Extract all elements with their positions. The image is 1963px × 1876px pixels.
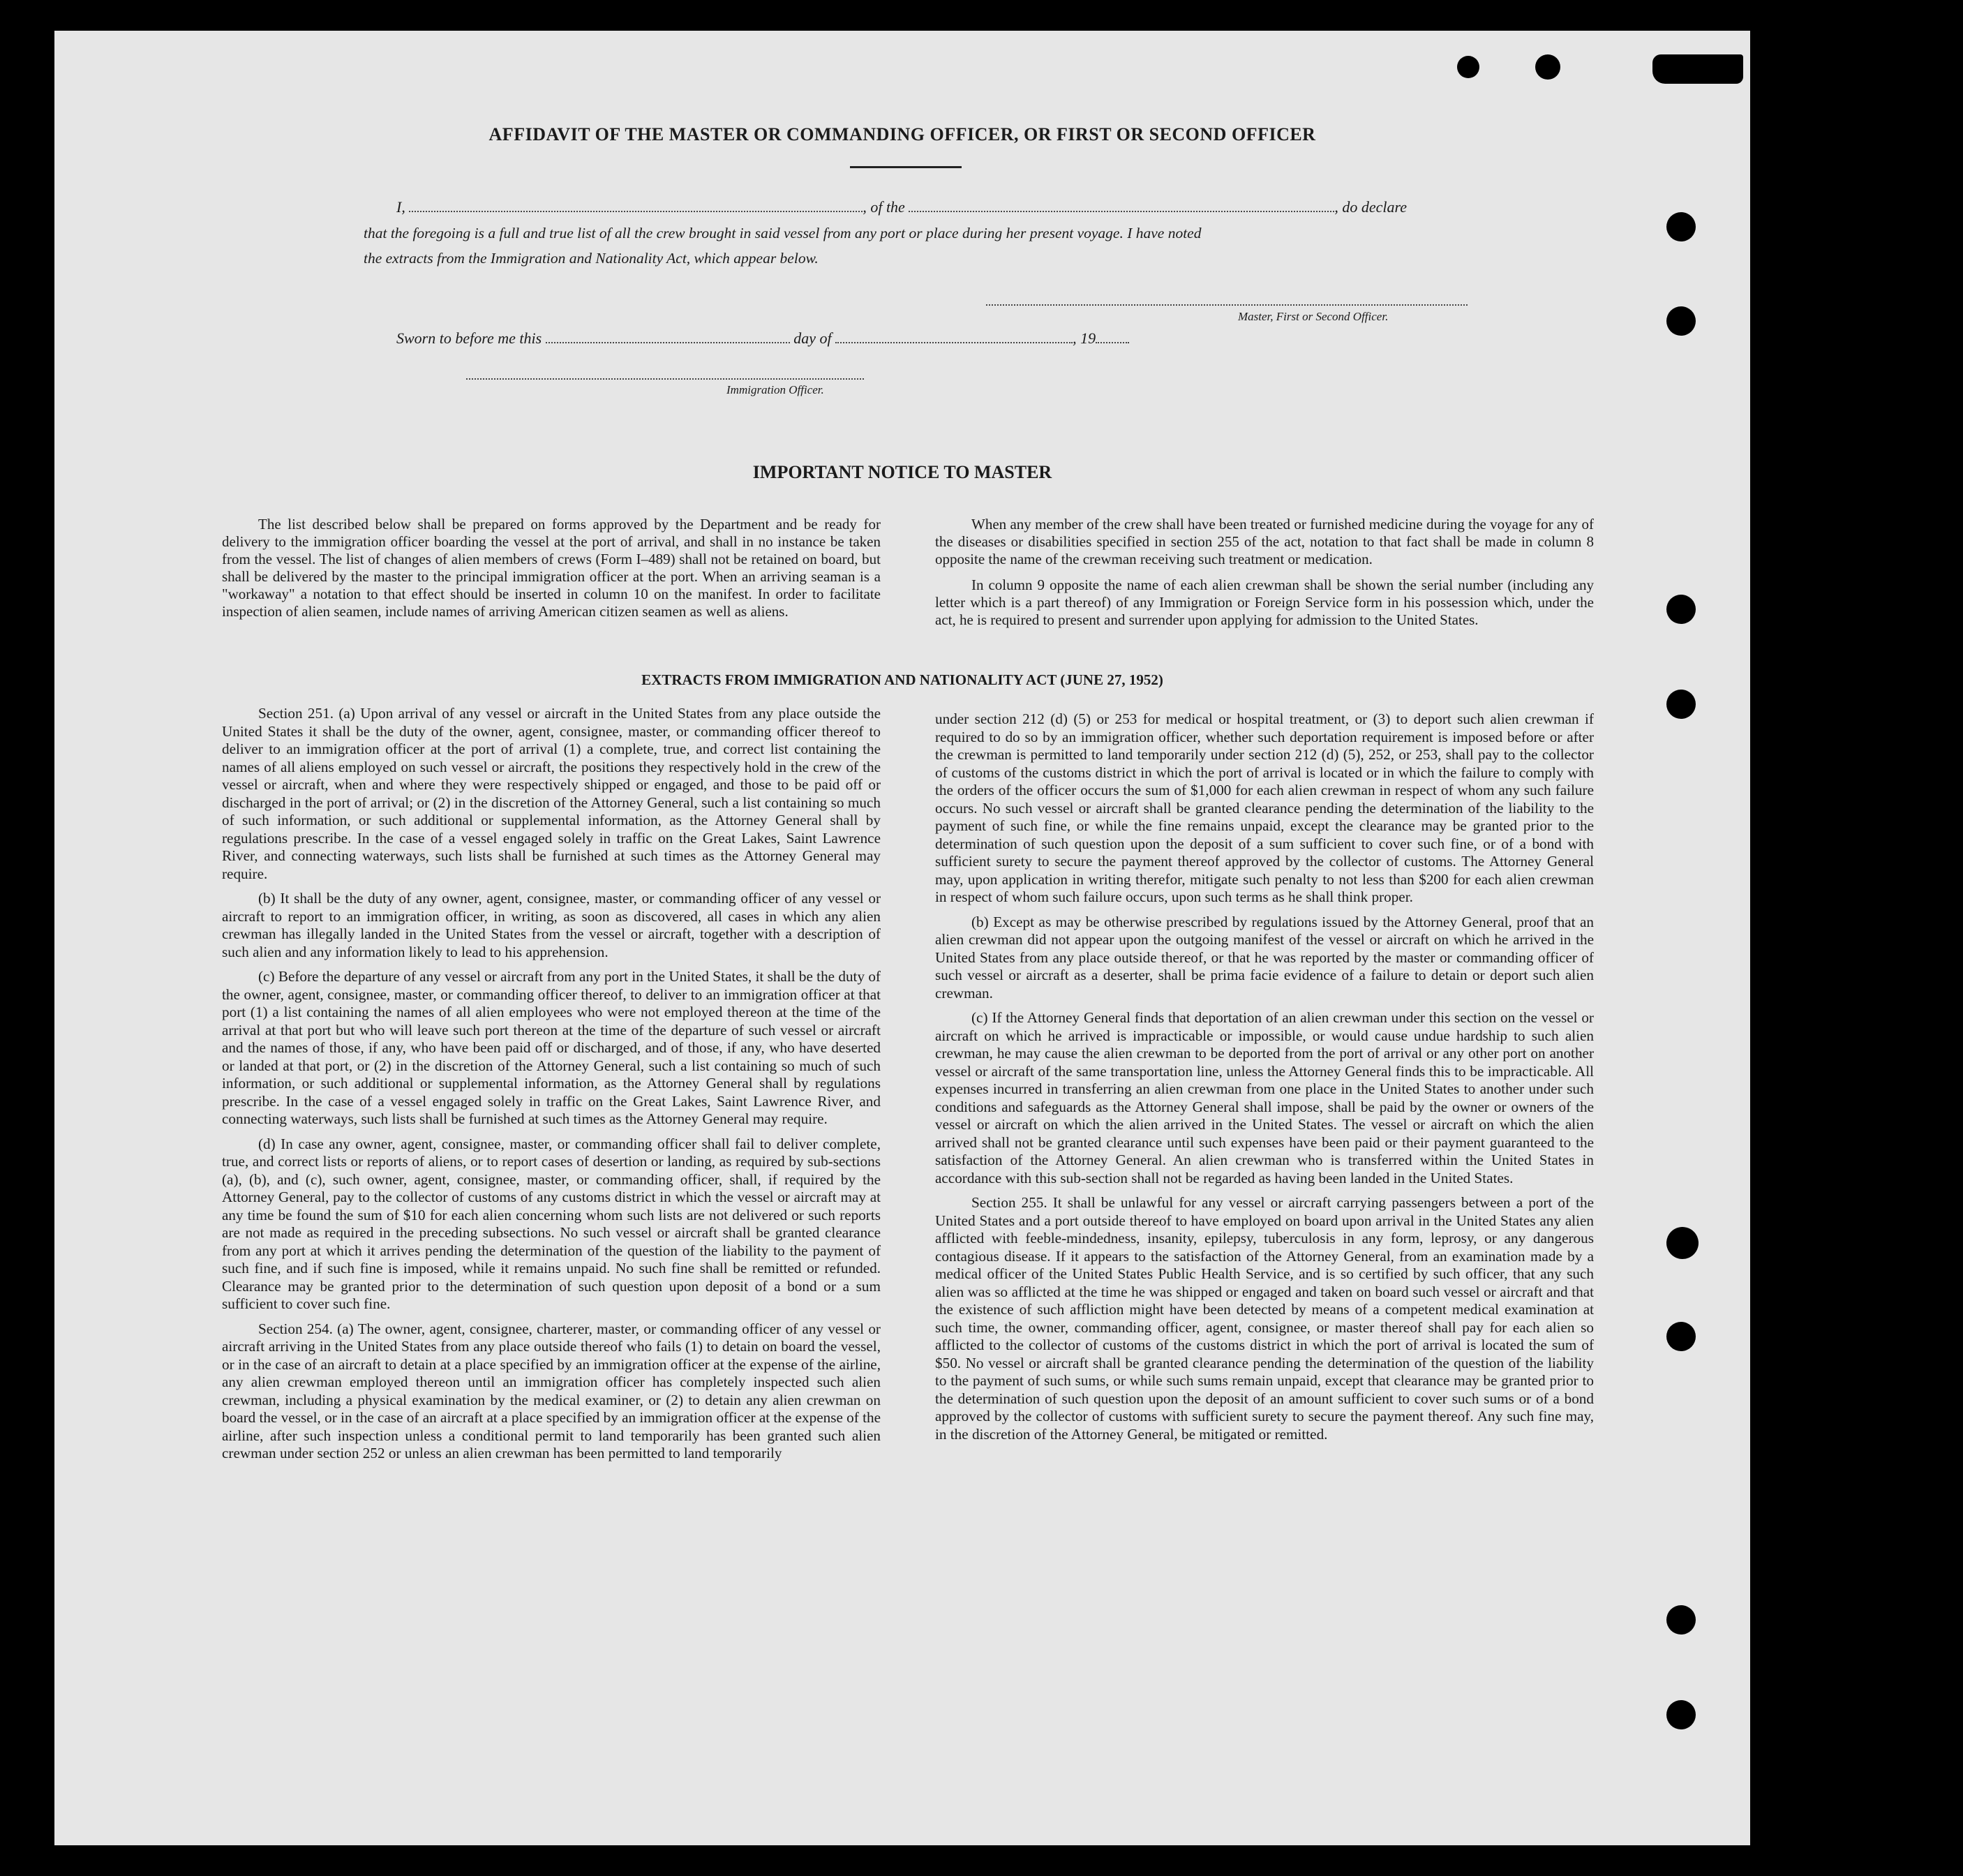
day-of-label: day of <box>793 329 832 347</box>
notice-title: IMPORTANT NOTICE TO MASTER <box>752 462 1052 482</box>
section-paragraph: (b) Except as may be otherwise prescribed by regulations issued by the Attorney General, proof that an alien crewman did not appear upon the outgoing manifest of the vessel or aircraft on which he arrived in the United States from any place outside thereof, or that he was reported by the master or commanding officer of such vessel or aircraft as a deserter, shall be prima facie evidence of a failure to detain or deport such alien crewman. <box>935 913 1594 1002</box>
notice-paragraph: The list described below shall be prepared on forms approved by the Department and be ready for delivery to the immigration officer boarding the vessel at the port of arrival, and shall in no instance be taken from the vessel. The list of changes of alien members of crews (Form I–489) shall not be retained on board, but shall be delivered by the master to the principal immigration officer at the port. When an arriving seaman is a "workaway" a notation to that effect should be inserted in column 10 on the manifest. In order to facilitate inspection of alien seamen, include names of arriving American citizen seamen as well as aliens. <box>222 516 881 620</box>
declaration-line <box>396 198 1407 216</box>
binder-hole <box>1666 595 1696 624</box>
i-label: I, <box>396 198 405 216</box>
section-continuation: under section 212 (d) (5) or 253 for medical or hospital treatment, or (3) to deport such alien crewman if required to do so by an immigration officer, whether such deportation requirement is imposed before or after the crewman is permitted to land temporarily under section 212 (d) (5), 252, or 253, shall pay to the collector of customs of the customs district in which the port of arrival is located or in which the failure to comply with the orders of the officer occurs the sum of $1,000 for each alien crewman in respect of whom any such failure occurs. No such vessel or aircraft shall be granted clearance pending the determination of the liability to the payment of such fine, or while the fine remains unpaid, except the clearance may be granted prior to the determination of such question upon the deposit of a sum sufficient to cover such fine, or of a bond with sufficient surety to secure the payment thereof approved by the collector of customs. The Attorney General may, upon application in writing therefor, mitigate such penalty to not less than $200 for each alien crewman in respect of whom such failure occurs, upon such terms as he shall think proper. <box>935 710 1594 905</box>
of-the-label: , of the <box>863 198 905 216</box>
binder-hole <box>1666 306 1696 336</box>
year-blank[interactable] <box>1096 329 1129 343</box>
sworn-line <box>396 329 1129 348</box>
binder-hole <box>1666 1322 1696 1351</box>
form-page <box>54 31 1750 1845</box>
day-blank[interactable] <box>546 329 790 343</box>
section-paragraph: (d) In case any owner, agent, consignee, master, or commanding officer shall fail to deliver complete, true, and correct lists or reports of aliens, or to report cases of desertion or landing, as required by sub-sections (a), (b), and (c), such owner, agent, consignee, master, or commanding officer, shall, if required by the Attorney General, pay to the collector of customs of any customs district in which the vessel or aircraft may at any time be found the sum of $10 for each alien concerning whom such lists are not delivered or such reports are not made as required in the preceding subsections. No such vessel or aircraft shall be granted clearance from any port at which it arrives pending the determination of the question of the liability to the payment of such fine, and if such fine is imposed, while it remains unpaid. No such fine shall be remitted or refunded. Clearance may be granted prior to the determination of such question upon deposit of a bond or a sum sufficient to cover such fine. <box>222 1135 881 1312</box>
sworn-label: Sworn to before me this <box>396 329 542 347</box>
notice-paragraph: In column 9 opposite the name of each alien crewman shall be shown the serial number (including any letter which is a part thereof) of any Immigration or Foreign Service form in his possession which, under the act, he is required to present and surrender upon applying for admission to the United States. <box>935 576 1594 628</box>
declaration-body-1: that the foregoing is a full and true list of all the crew brought in said vessel from any port or place during her present voyage. I have noted <box>364 225 1202 241</box>
officer-signature-line[interactable] <box>466 378 864 380</box>
notice-right-column <box>935 516 1594 637</box>
section-paragraph: Section 255. It shall be unlawful for any vessel or aircraft carrying passengers between a port of the United States and a port outside thereof to have employed on board upon arrival in the United States any alien afflicted with feeble-mindedness, insanity, epilepsy, tuberculosis in any form, leprosy, or any dangerous contagious disease. If it appears to the satisfaction of the Attorney General, from an examination made by a medical officer of the United States Public Health Service, and is so certified by such officer, that any such alien was so afflicted at the time he was shipped or engaged and taken on board such vessel or aircraft and that the existence of such affliction might have been detected by means of a competent medical examination at such time, the owner, commanding officer, agent, consignee, or master thereof shall pay for each alien so afflicted to the collector of customs of the customs district in which the port of arrival is located the sum of $50. No vessel or aircraft shall be granted clearance pending the determination of the question of the liability to the payment of such sums, or while such sums remain unpaid, except that clearance may be granted prior to the determination of such question upon the deposit of an amount sufficient to cover such sums or of a bond approved by the collector of customs with sufficient surety to secure the payment thereof. Any such fine may, in the discretion of the Attorney General, be mitigated or remitted. <box>935 1194 1594 1443</box>
binder-hole <box>1666 212 1696 241</box>
do-declare-label: , do declare <box>1334 198 1407 216</box>
affidavit-title: AFFIDAVIT OF THE MASTER OR COMMANDING OFFICER, OR FIRST OR SECOND OFFICER <box>488 124 1316 144</box>
section-paragraph: Section 251. (a) Upon arrival of any vessel or aircraft in the United States from any place outside the United States it shall be the duty of the owner, agent, consignee, master, or commanding officer thereof to deliver to an immigration officer at the port of arrival (1) a complete, true, and correct list containing the names of all aliens employed on such vessel or aircraft, the positions they respectively hold in the crew of the vessel or aircraft, when and where they were respectively shipped or engaged, and those to be paid off or discharged in the port of arrival; or (2) in the discretion of the Attorney General, such a list containing so much of such information, or such additional or supplemental information, as the Attorney General shall by regulations prescribe. In the case of a vessel engaged solely in traffic on the Great Lakes, Saint Lawrence River, and connecting waterways, such lists shall be furnished at such times as the Attorney General may require. <box>222 705 881 882</box>
binder-hole <box>1666 1700 1696 1729</box>
ink-blot <box>1457 56 1479 78</box>
vessel-blank[interactable] <box>909 198 1334 212</box>
binder-hole <box>1666 1227 1699 1259</box>
section-paragraph: (b) It shall be the duty of any owner, agent, consignee, master, or commanding officer of any vessel or aircraft to report to an immigration officer, in writing, as soon as discovered, all cases in which any alien crewman has illegally landed in the United States from the vessel or aircraft, together with a description of such alien and any information likely to lead to his apprehension. <box>222 890 881 960</box>
name-blank[interactable] <box>409 198 863 212</box>
section-paragraph: (c) Before the departure of any vessel or aircraft from any port in the United States, it shall be the duty of the owner, agent, consignee, master, or commanding officer thereof, to deliver to an immigration officer at that port (1) a list containing the names of all alien employees who were not employed thereon at the time of the arrival at that port but who will leave such port thereon at the time of the departure of such vessel or aircraft and the names of those, if any, who have been paid off or discharged, and of those, if any, who have deserted or landed at that port, or (2) in the discretion of the Attorney General, such a list containing so much of such information, or such additional or supplemental information, as the Attorney General shall by regulations prescribe. In the case of a vessel engaged solely in traffic on the Great Lakes, Saint Lawrence River, and connecting waterways, such lists shall be furnished at such times as the Attorney General may require. <box>222 968 881 1127</box>
title-rule <box>850 166 962 168</box>
section-paragraph: Section 254. (a) The owner, agent, consignee, charterer, master, or commanding officer of any vessel or aircraft arriving in the United States from any place outside thereof who fails (1) to detain on board the vessel, or in the case of an aircraft to detain at a place specified by an immigration officer at the expense of the airline, any alien crewman employed thereon until an immigration officer has completely inspected such alien crewman, including a physical examination by the medical examiner, or (2) to detain any alien crewman on board the vessel, or in the case of an aircraft at a place specified by an immigration officer at the expense of the airline, after such inspection unless a conditional permit to land temporarily has been granted such alien crewman under section 252 or unless an alien crewman has been permitted to land temporarily <box>222 1320 881 1461</box>
extracts-left-column <box>222 705 881 1470</box>
section-paragraph: (c) If the Attorney General finds that deportation of an alien crewman under this section on the vessel or aircraft on which he arrived is impracticable or impossible, or would cause undue hardship to such alien crewman, he may cause the alien crewman to be deported from the port of arrival or any other port on another vessel or aircraft of the same transportation line, unless the Attorney General finds this to be impracticable. All expenses incurred in transferring an alien crewman from one place in the United States to another under such conditions and safeguards as the Attorney General shall impose, shall be paid by the owner or owners of the vessel or aircraft on which the alien arrived in the United States. The vessel or aircraft on which the alien arrived shall not be granted clearance until such expenses have been paid or their payment guaranteed to the satisfaction of the Attorney General. An alien crewman who is transferred within the United States in accordance with this sub-section shall not be regarded as having been landed in the United States. <box>935 1009 1594 1186</box>
extracts-title: EXTRACTS FROM IMMIGRATION AND NATIONALITY ACT (JUNE 27, 1952) <box>641 671 1163 688</box>
ink-smudge <box>1652 54 1743 84</box>
month-blank[interactable] <box>835 329 1073 343</box>
notice-paragraph: When any member of the crew shall have been treated or furnished medicine during the voyage for any of the diseases or disabilities specified in section 255 of the act, notation to that fact shall be made in column 8 opposite the name of the crewman receiving such treatment or medication. <box>935 516 1594 567</box>
binder-hole <box>1666 1605 1696 1635</box>
ink-blot <box>1535 54 1560 80</box>
master-signature-caption: Master, First or Second Officer. <box>1238 310 1389 323</box>
master-signature-line[interactable] <box>986 304 1468 306</box>
binder-hole <box>1666 690 1696 719</box>
officer-signature-caption: Immigration Officer. <box>726 383 824 396</box>
year-label: , 19 <box>1073 329 1096 347</box>
extracts-right-column <box>935 710 1594 1450</box>
notice-left-column <box>222 516 881 629</box>
declaration-body-2: the extracts from the Immigration and Nationality Act, which appear below. <box>364 250 819 267</box>
